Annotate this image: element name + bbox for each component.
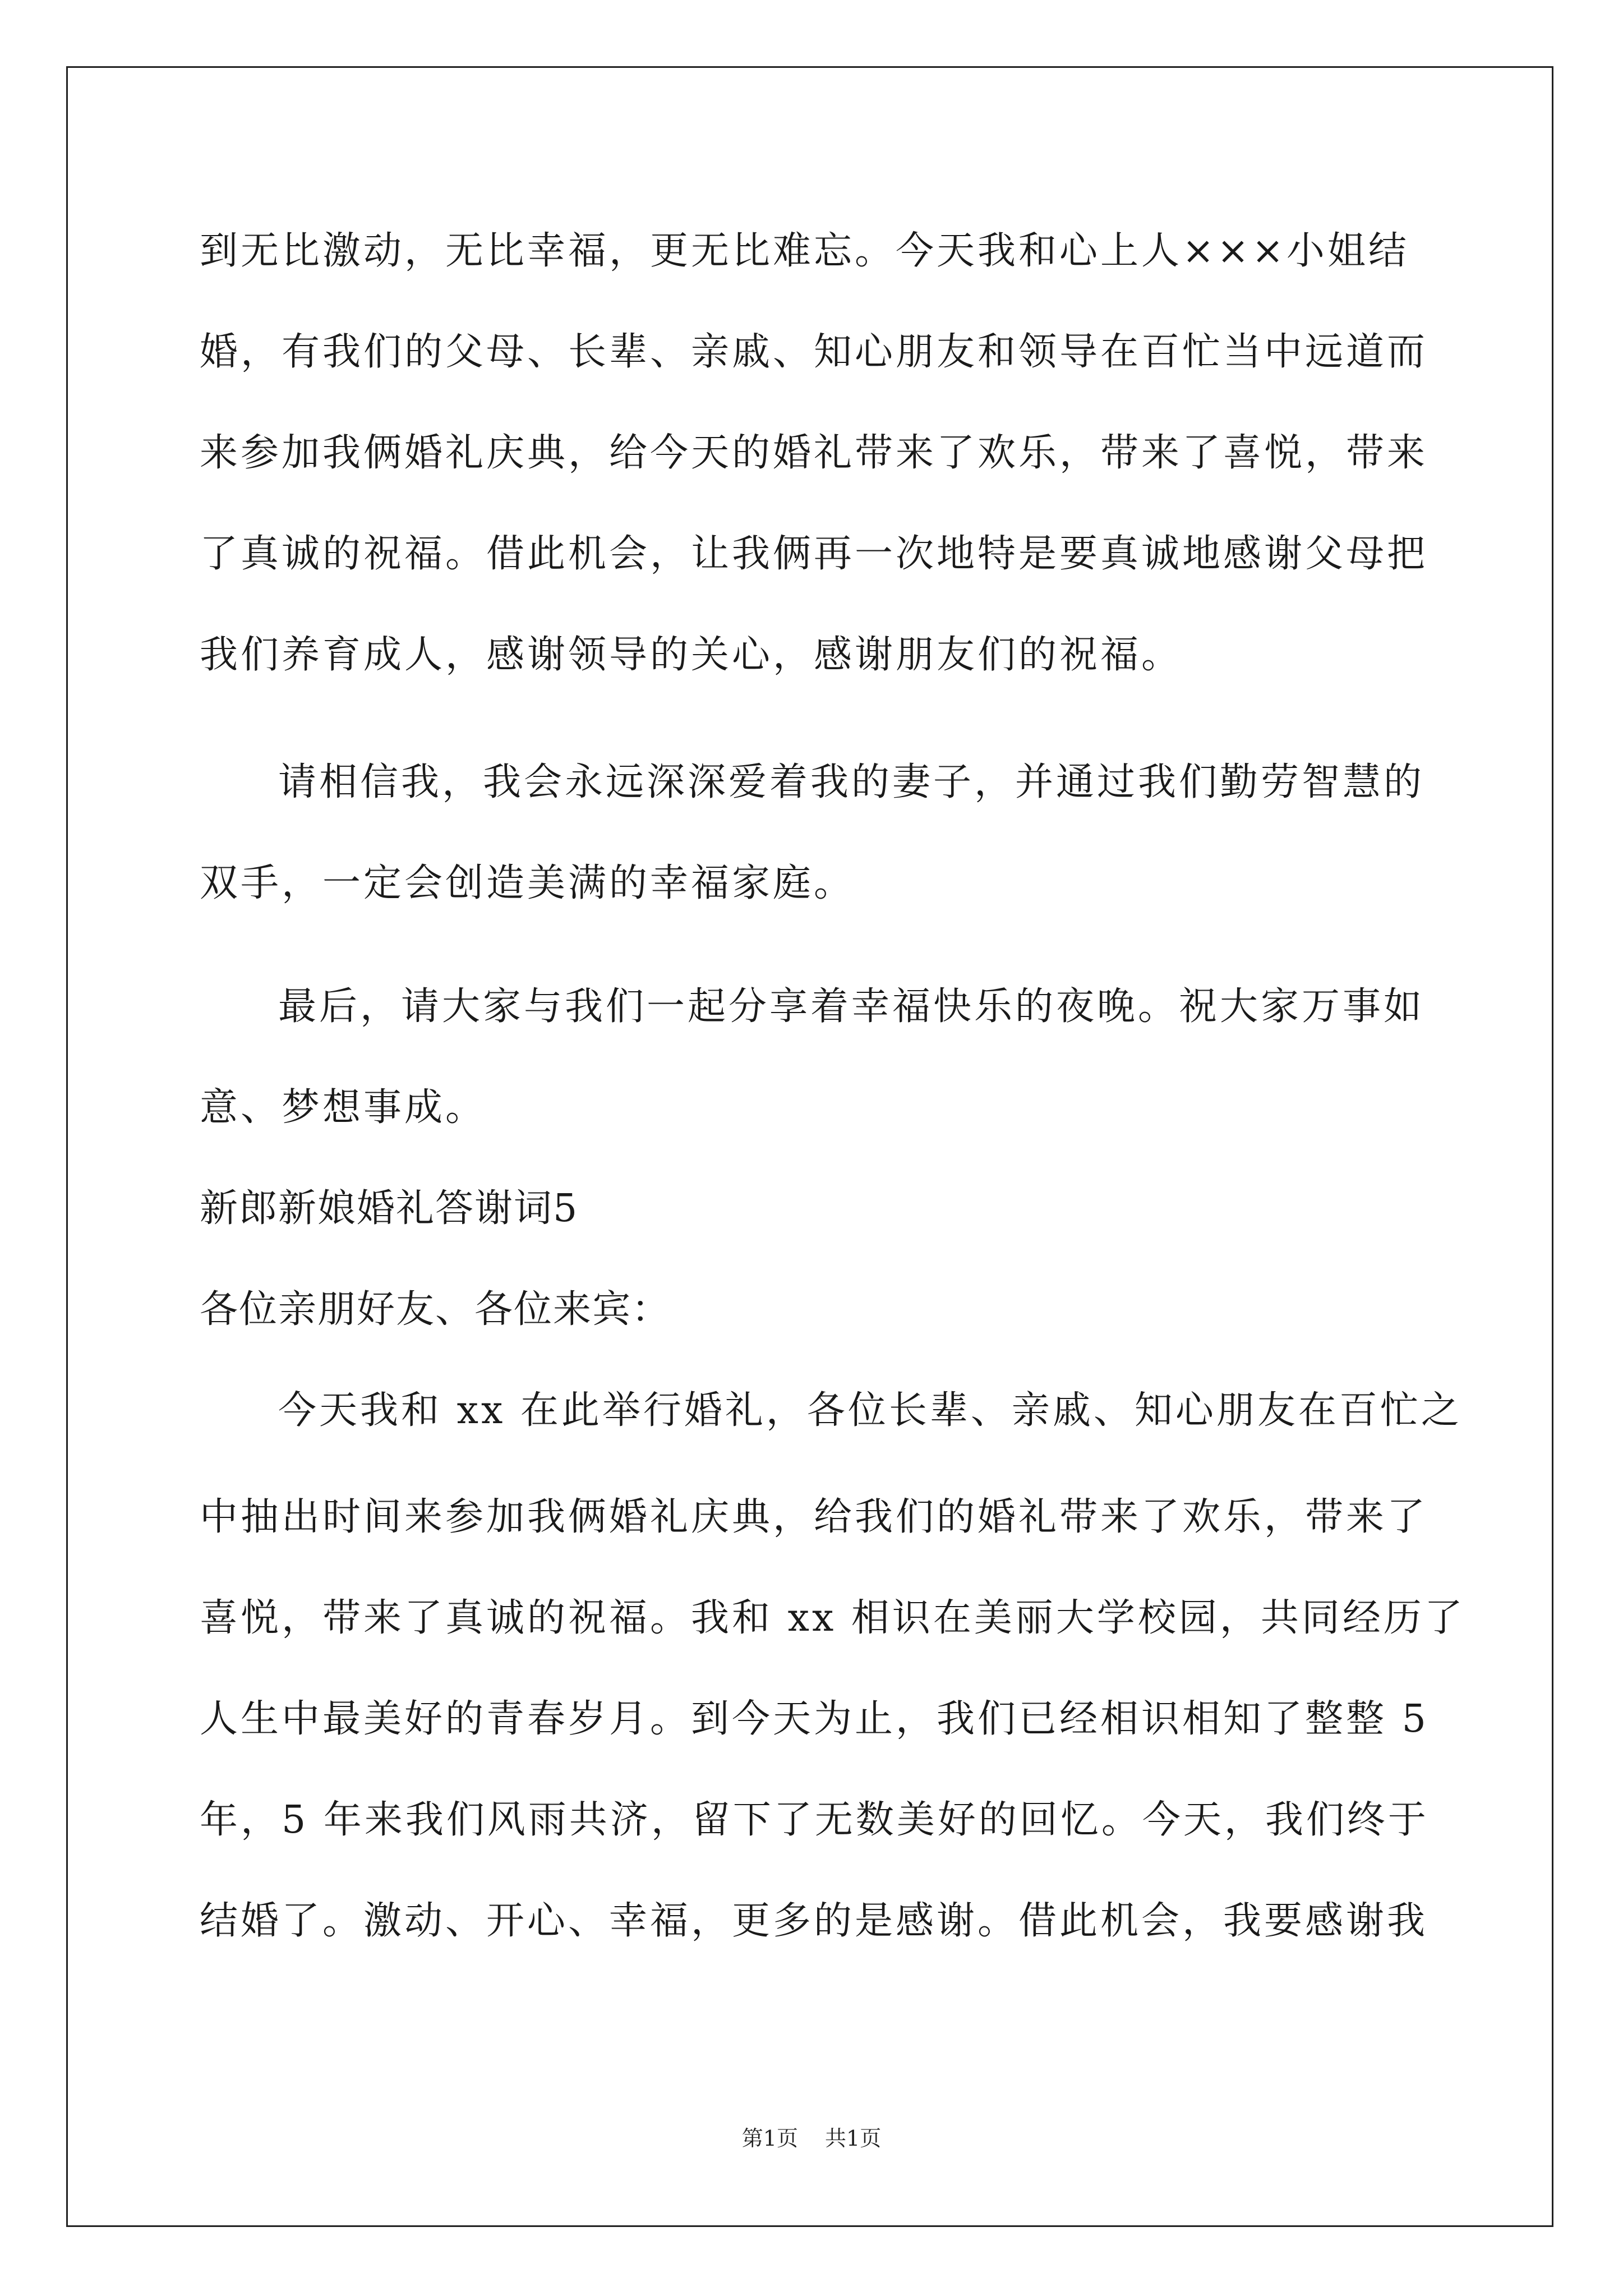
text-line: 到无比激动，无比幸福，更无比难忘。今天我和心上人×××小姐结	[200, 229, 1409, 273]
text-line: 我们养育成人，感谢领导的关心，感谢朋友们的祝福。	[200, 633, 1183, 677]
text-line: 来参加我俩婚礼庆典，给今天的婚礼带来了欢乐，带来了喜悦，带来	[200, 431, 1428, 475]
page-footer	[0, 2125, 1623, 2152]
salutation: 各位亲朋好友、各位来宾：	[200, 1287, 671, 1332]
text-line: 喜悦，带来了真诚的祝福。我和 xx 相识在美丽大学校园，共同经历了	[200, 1596, 1465, 1640]
text-line: 结婚了。激动、开心、幸福，更多的是感谢。借此机会，我要感谢我	[200, 1899, 1428, 1943]
section-heading: 新郎新娘婚礼答谢词5	[200, 1186, 579, 1231]
text-line: 请相信我，我会永远深深爱着我的妻子，并通过我们勤劳智慧的	[278, 760, 1425, 804]
text-line: 今天我和 xx 在此举行婚礼，各位长辈、亲戚、知心朋友在百忙之	[278, 1388, 1462, 1433]
text-line: 了真诚的祝福。借此机会，让我俩再一次地特是要真诚地感谢父母把	[200, 532, 1428, 576]
page-total: 共1页	[825, 2126, 882, 2151]
text-line: 中抽出时间来参加我俩婚礼庆典，给我们的婚礼带来了欢乐，带来了	[200, 1495, 1428, 1539]
text-line: 人生中最美好的青春岁月。到今天为止，我们已经相识相知了整整 5	[200, 1697, 1429, 1741]
text-line: 婚，有我们的父母、长辈、亲戚、知心朋友和领导在百忙当中远道而	[200, 330, 1428, 374]
text-line: 最后，请大家与我们一起分享着幸福快乐的夜晚。祝大家万事如	[278, 984, 1425, 1029]
page-number: 第1页	[741, 2126, 798, 2151]
text-line: 双手，一定会创造美满的幸福家庭。	[200, 861, 855, 905]
text-line: 年，5 年来我们风雨共济，留下了无数美好的回忆。今天，我们终于	[200, 1798, 1429, 1842]
text-line: 意、梦想事成。	[200, 1085, 487, 1130]
